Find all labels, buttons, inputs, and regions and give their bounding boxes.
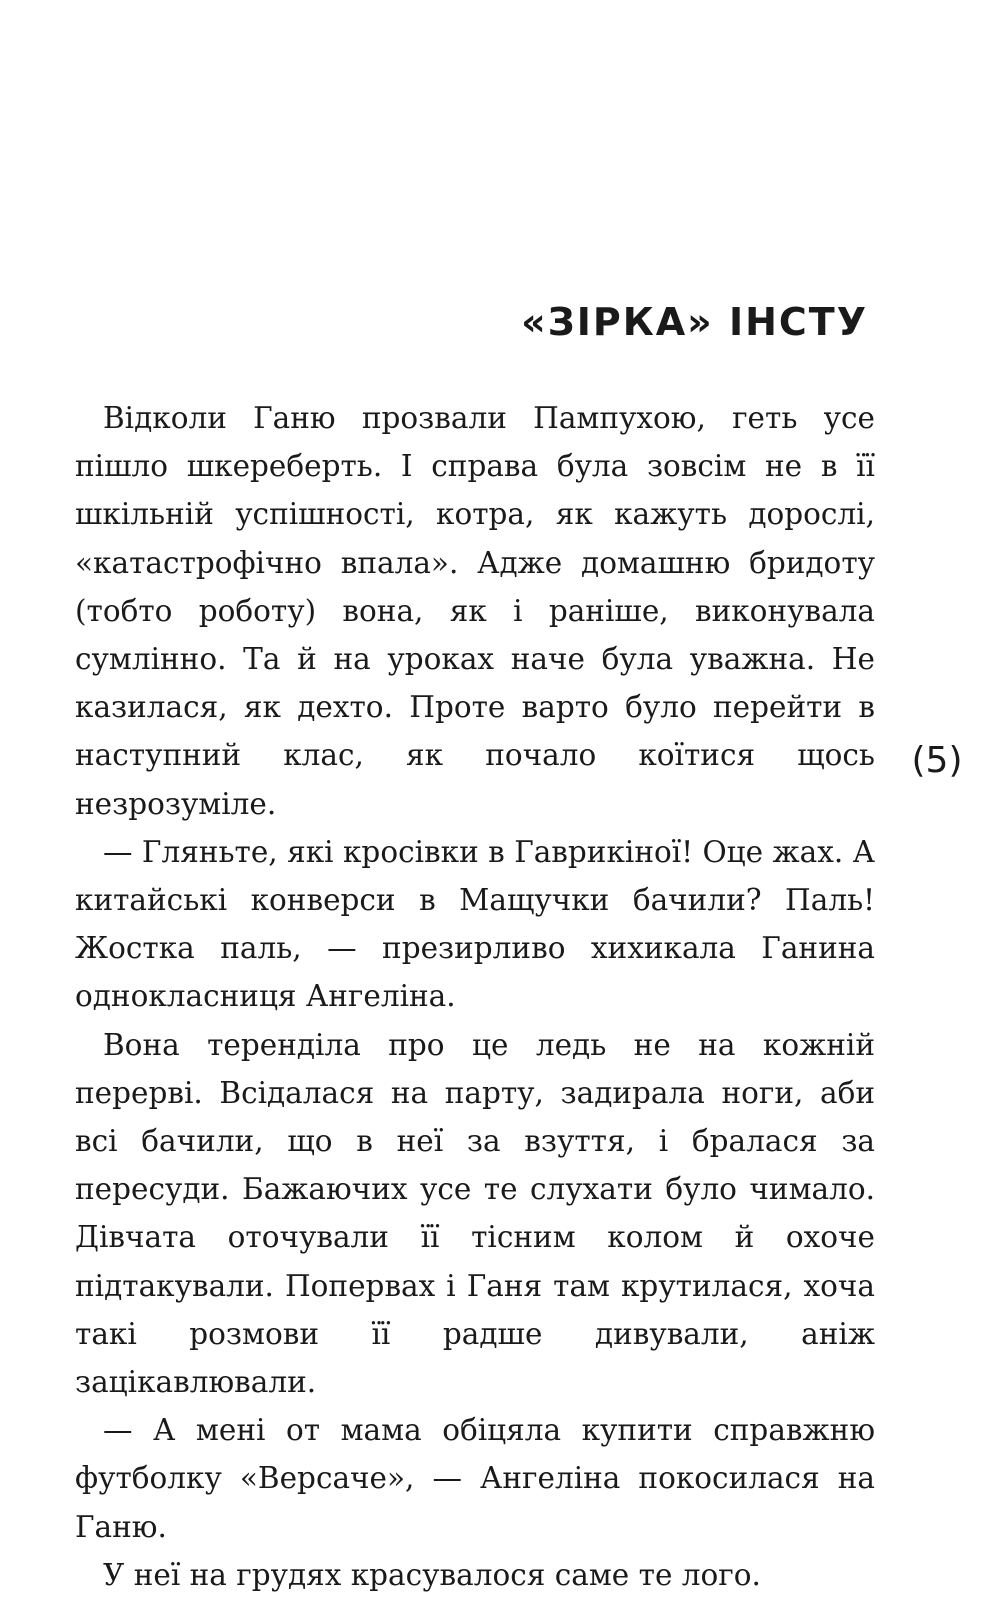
- chapter-title: «ЗІРКА» ІНСТУ: [521, 300, 868, 344]
- paragraph: У неї на грудях красувалося саме те лого.: [103, 1557, 761, 1592]
- paragraph: Відколи Ганю прозвали Пампухою, геть усе пішло шкереберть. І справа була зовсім не в її шкільній успішності, котра, як кажуть дорослі, «катастрофічно впала». Адже домашню бридоту (тобто роботу) вона, як і раніше, виконувала сумлінно. Та й на уроках наче була уважна. Не казилася, як дехто. Проте варто було перейти в наступний клас, як почало коїтися щось незрозуміле.: [75, 401, 875, 821]
- paragraph: — А мені от мама обіцяла купити справжню футболку «Версаче», — Ангеліна покосилася на Ганю.: [75, 1413, 875, 1544]
- page-number: (5): [911, 740, 963, 781]
- paragraph: — Гляньте, які кросівки в Гаврикіної! Оце жах. А китайські конверси в Мащучки бачили? Паль! Жостка паль, — презирливо хихикала Ганина однокласниця Ангеліна.: [75, 834, 875, 1014]
- body-text: [75, 394, 875, 1599]
- paragraph: Вона теренділа про це ледь не на кожній перерві. Всідалася на парту, задирала ноги, аби всі бачили, що в неї за взуття, і бралася за пересуди. Бажаючих усе те слухати було чимало. Дівчата оточували її тісним колом й охоче підтакували. Попервах і Ганя там крутилася, хоча такі розмови її радше дивували, аніж зацікавлювали.: [75, 1027, 875, 1400]
